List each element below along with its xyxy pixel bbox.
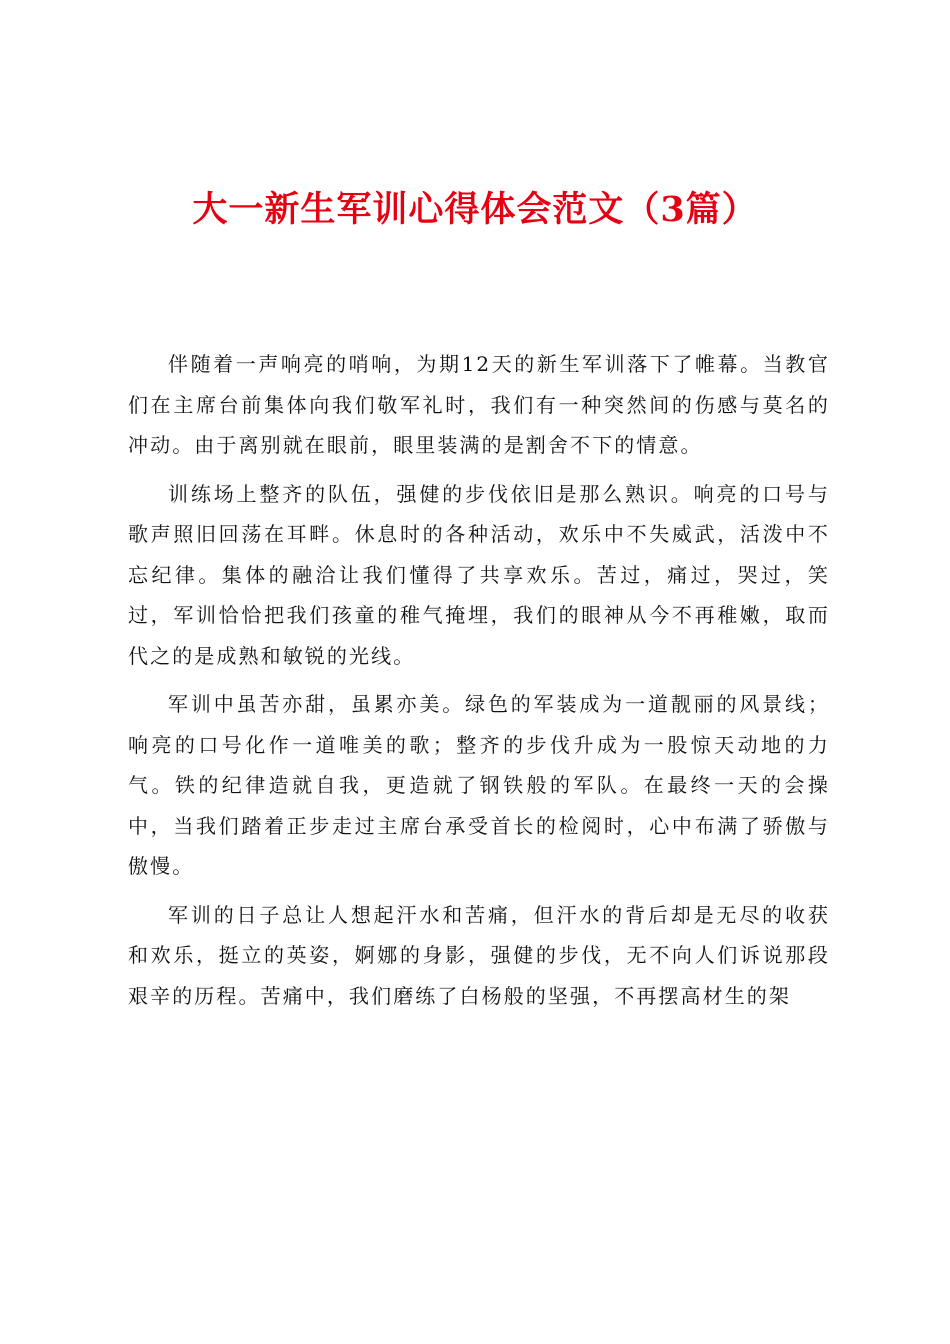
document-body (128, 344, 830, 1024)
document-title: 大一新生军训心得体会范文（3篇） (192, 189, 758, 230)
paragraph-2: 训练场上整齐的队伍，强健的步伐依旧是那么熟识。响亮的口号与歌声照旧回荡在耳畔。休息时的各种活动，欢乐中不失威武，活泼中不忘纪律。集体的融洽让我们懂得了共享欢乐。苦过，痛过，哭过，笑过，军训恰恰把我们孩童的稚气掩埋，我们的眼神从今不再稚嫩，取而代之的是成熟和敏锐的光线。 (128, 481, 830, 668)
paragraph-1: 伴随着一声响亮的哨响，为期12天的新生军训落下了帷幕。当教官们在主席台前集体向我们敬军礼时，我们有一种突然间的伤感与莫名的冲动。由于离别就在眼前，眼里装满的是割舍不下的情意。 (128, 352, 830, 457)
paragraph-4: 军训的日子总让人想起汗水和苦痛，但汗水的背后却是无尽的收获和欢乐，挺立的英姿，婀娜的身影，强健的步伐，无不向人们诉说那段艰辛的历程。苦痛中，我们磨练了白杨般的坚强，不再摆高材生的架 (128, 902, 830, 1008)
paragraph-3: 军训中虽苦亦甜，虽累亦美。绿色的军装成为一道靓丽的风景线；响亮的口号化作一道唯美的歌；整齐的步伐升成为一股惊天动地的力气。铁的纪律造就自我，更造就了钢铁般的军队。在最终一天的会操中，当我们踏着正步走过主席台承受首长的检阅时，心中布满了骄傲与傲慢。 (128, 692, 830, 878)
